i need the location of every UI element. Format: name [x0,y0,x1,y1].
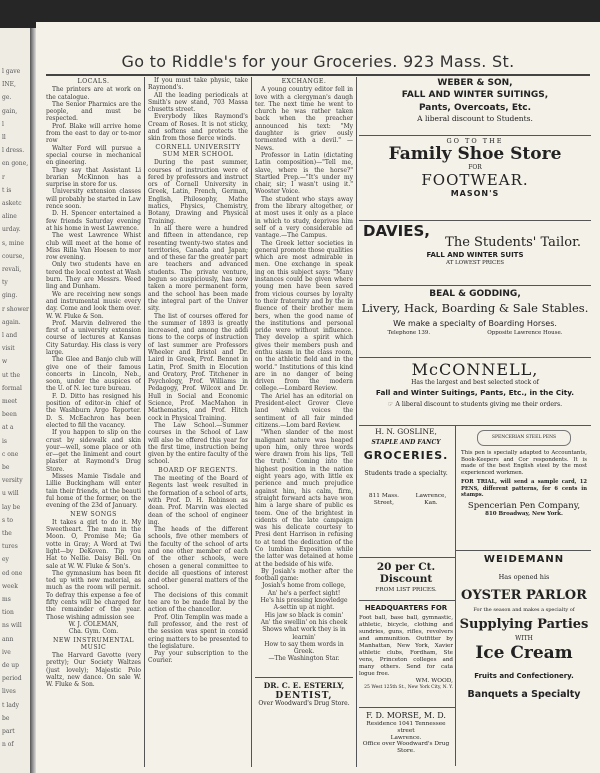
left-page-fragment: at a [2,424,14,432]
article-heading: NEW INSTRUMENTAL MUSIC [53,636,134,651]
ad-divider [456,550,591,551]
mason-line1: Family Shoe Store [388,144,562,165]
left-page-fragment: t is [2,186,12,194]
article-paragraph: They say that Assistant Li brarian McKinnon has a surprise in store for us. [46,166,141,189]
newspaper-page [36,22,600,773]
gosline-title: GROCERIES. [363,448,449,462]
spencer-name: Spencerian Pen Company, [467,500,581,511]
article-paragraph: The Harvard Gavotte (very pretty); Our Society Waltzes (just lovely); Majestic Polo waltz, new dance. On sale W. W. Fluke & Son. [46,652,141,689]
headquarters-signature: WM. WOOD, [415,678,453,685]
article-paragraph: The Greek letter societies in general promote those qualities which are most admirable in men. One exchange in speak ing on this subject says: "Many instances could be given where young men have been saved from vicious courses by loyalty to their fraternity and by the in fluence of their brother mem bers, when the good name of the institutions and personal pride were without influence. They develop a spirit which gives their members push and enthu siasm in the class room, on the athletic field and in the world." Institutions of this kind are in no danger of being driven from the modern college.—Lombard Review. [255,239,353,393]
article-paragraph: F. D. Ditto has resigned his position of editor-in chief of the Washburn Argo Reporter. D. S. McEachron has been elected to fill the vacancy. [46,392,141,429]
centered-line: A-settin up at night. [273,604,335,612]
centered-line: —The Washington Star. [268,655,340,663]
ad-divider [359,600,455,601]
discount-line2: FROM LIST PRICES. [375,587,437,594]
article-paragraph: The Law School.—Summer courses in the School of Law will also be offered this year for the first time, instruction being given by the entire faculty of the school. [148,421,248,466]
morse-line1: Residence 1041 Tennessee street [366,721,446,734]
left-page-fragment: l gave [2,68,21,75]
left-page-fragment: period [2,675,22,683]
article-paragraph: A young country editor fell in love with a clergyman's daugh ter. The next time he went to church he was rather taken back when the preacher announced his text: "My daughter is griev ously tormented with a devil." —News. [255,86,353,152]
article-paragraph: The decisions of this commit tee are to be made final by the action of the chancellor. [148,591,248,614]
column-divider [251,77,252,767]
left-page-fragment: been [2,411,17,419]
left-page-fragment: r [2,173,5,181]
article-paragraph: The printers are at work on the catalogue. [46,86,141,101]
article-paragraph: D. H. Spencer entertained a few friends Saturday evening at his home in west Lawrence. [46,210,141,232]
davies-title: The Students' Tailor. [445,235,581,251]
weidemann-line6: Fruits and Confectionery. [474,672,574,681]
left-page-fragment: course, [2,252,25,260]
article-paragraph: During the past summer, courses of instruction were of fered by professors and instruct ors of Cornell University in Greek, Latin, French, German, English, Philosophy, Mathe matics, Physics, Chemistry, Botany, Drawing and Physical Training. [148,159,248,225]
article-paragraph: Prof. Blake will arrive home from the east to day or to-mor row [46,122,141,145]
mason-line2: FOOTWEAR. [421,170,529,189]
mason-name: MASON'S [450,189,500,199]
spencer-address: 810 Broadway, New York. [485,511,563,518]
beal-line2: We make a specialty of Boarding Horses. [393,318,557,328]
left-page-fragment: ge. [2,94,12,102]
ad-divider [359,285,591,286]
left-page-fragment: l dress. [2,147,25,155]
article-paragraph: It takes a girl to do it. My Sweetheart. The man in the Moon. O, Promise Me; Ga votte in Gray; A Word at Twi light—by DeKoven. Tip you Hat to Nellie. Daisy Bell. On sale at W. W. Fluke & Son's. [46,518,141,570]
mason-for: FOR [468,164,482,172]
article-paragraph: The gymnasium has been fit ted up with new material, as much as the room will permit. To defray this expense a fee of fifty cents will be charged for the remainder of the year. Those wishing admission see [46,569,141,621]
mason-top: GO TO THE [446,138,504,145]
left-page-fragment: ive [2,648,11,656]
ad-divider [359,707,455,708]
mcconnell-line1: Has the largest and best selected stock of [411,379,539,387]
weidemann-line4: Supplying Parties [459,616,589,632]
esterly-name: DR. C. E. ESTERLY, [263,681,345,690]
weidemann-line2: OYSTER PARLOR [461,587,587,603]
left-page-fragment: again. [2,318,21,326]
davies-name: DAVIES, [363,223,430,240]
left-page-fragment: be [2,714,10,722]
left-page-fragment: meet [2,398,18,405]
morse-name: F. D. MORSE, M. D. [366,711,446,720]
mcconnell-line3: A liberal discount to students giving me their orders. [395,400,563,408]
gosline-name: H. N. GOSLINE, [375,428,437,436]
headquarters-body: Foot ball, base ball, gymnastic, athletic, bicycle, clothing and sundries, guns, rifles, revolvers and ammunition. Outfitter by Manhattan, New York, Xavier athletic clubs, Fordham, Ste vens, Princeton colleges and many others. Send for cata logue free. [359,615,453,678]
left-page-fragment: c one [2,450,19,458]
left-page-fragment: be [2,464,10,471]
article-paragraph: The heads of the different schools, five other members of the faculty of the school of arts and one other member of each of the other schools, were chosen a general committee to decide all questions of interest and other general matters of the school. [148,526,248,592]
left-page-fragment: the [2,530,12,537]
centered-line: He's his pressing knowledge [260,597,348,605]
beal-line1: Livery, Hack, Boarding & Sale Stables. [361,301,589,316]
article-paragraph: Only two students have en tered the local contest at Wash burn. They are Messrs. Weed ling and Dunham. [46,261,141,291]
ad-headquarters [359,604,453,706]
left-page-fragment: INE, [2,81,16,89]
centered-line: An' the swellin' on his cheek [260,618,348,626]
davies-line1: FALL AND WINTER SUITS [426,251,524,260]
left-page-fragment: ging. [2,292,18,300]
headquarters-address: 25 West 125th St., New York City, N. Y. [364,684,453,690]
article-paragraph: Prof. Marvin delivered the first of a university extension course of lectures at Kansas City Saturday. His class is very large. [46,319,141,356]
centered-line: Josiah's home from college, [262,582,346,590]
article-paragraph: The Senior Pharmics are the people, and must be respected. [46,100,141,123]
ad-weidemann [458,554,590,764]
headquarters-title: HEADQUARTERS FOR [364,604,448,612]
ad-davies [359,223,591,283]
column-exchange [255,77,353,667]
weber-line1: FALL AND WINTER SUITINGS, [401,90,549,101]
morse-line2: Lawrence. [390,734,422,741]
beal-phone: Telephone 139. [387,329,431,336]
article-heading: EXCHANGE. [281,78,327,85]
article-paragraph: The list of courses offered for the summer of 1893 is greatly increased, and among the addi tions to the corps of instruction of last summer are Professors Wheeler and Bristol and Dr. Laird in Greek, Prof. Bennet in Latin, Prof. Smith in Elocution and Oratory, Prof. Titchener in Psychology, Prof. Williams in Pedagogy, Prof. Wilcox and Dr. Hull in Social and Economic Science, Prof. MacMahon in Mathematics, and Prof. Hitch cock in Physical Training. [148,312,248,422]
article-paragraph: Misses Mamie Tisdale and Lillie Buckingham will enter tain their friends, at the beauti ful home of the former, on the evening of the 23d of January. [46,473,141,510]
left-page-fragment: t lady [2,701,20,709]
article-paragraph: If you must take physic, take Raymond's. [148,77,248,92]
weber-name: WEBER & SON, [437,78,513,88]
weidemann-with: WITH [515,634,533,642]
column-locals [46,77,141,767]
weidemann-line5: Ice Cream [475,643,573,664]
left-page-fragment: n of [2,741,14,749]
article-heading: BOARD OF REGENTS. [158,466,238,474]
gosline-address: 811 Mass. Street, [368,493,400,506]
left-page-fragment: tion [2,609,14,617]
weidemann-line3: For the season and makes a specialty of [473,606,575,613]
article-paragraph: "When slander of the most malignant nature was heaped upon him, only three words were drawn from his lips, 'Tell the truth.' Coming into the highest position in the nation eight years ago, with little ex perience and much prejudice against him, his calm, firm, straight forward acts have won him a large share of public es teem. One of the brightest in cidents of the late campaign was his delicate courtesy to Presi dent Harrison in refusing to at tend the dedication of the Co lumbian Exposition while the latter was detained at home at the bedside of his wife. [255,429,353,568]
left-page-fragment: en gone, [2,160,29,168]
left-page-fragment: revali, [2,266,22,273]
beal-address: Opposite Lawrence House. [487,329,563,336]
left-page-fragment: tures [2,543,18,551]
article-paragraph: By Josiah's mother after the football game: [255,567,353,583]
left-page-fragment: ll [2,134,6,141]
article-paragraph: Prof. Olin Templin was made a full professor, and the rest of the session was spent in consid ering matters to be presented to the legislature. [148,613,248,650]
article-paragraph: Pay your subscription to the Courier. [148,650,248,665]
left-page-fragment: ut the [2,371,21,379]
ad-morse [359,711,453,761]
ad-column-divider [455,426,456,766]
article-paragraph: Professor in Latin (dictating Latin composition)—"Tell me, slave, where is the horse?" Startled Prep.—"It's under my chair, sir; I wasn't using it." Wooster Voice. [255,151,353,196]
centered-line: W. J. COLEMAN, [68,620,119,628]
ad-divider [359,425,591,426]
article-paragraph: In all there were a hundred and fifteen in attendance, rep resenting twenty-two states and territories, Canada and Japan; and of these far the greater part are teachers and advanced students. The private venture, begun so auspiciously, has now taken a more permanent form, and the school has been made the integral part of the Univer sity. [148,224,248,313]
morse-line3: Office over Woodward's Drug Store. [362,741,450,754]
left-page-fragment: formal [2,384,22,392]
left-page-fragment: asketc [2,200,22,207]
gosline-city: Lawrence, Kan. [415,493,447,506]
beal-name: BEAL & GODDING, [429,289,521,299]
article-heading: CORNELL UNIVERSITY SUM MER SCHOOL [155,143,241,158]
article-paragraph: The west Lawrence Whist club will meet at the home of Miss Rilla Van Hoesen to mor row evening. [46,232,141,262]
left-page-fragment: ey [2,556,9,564]
weidemann-line1: Has opened his [498,572,550,581]
esterly-address: Over Woodward's Drug Store. [258,699,350,707]
article-paragraph: The Ariel has an editorial on President-elect Grover Cleve land which voices the sentiment of all fair minded citizens.—Lom bard Review. [255,392,353,429]
left-page-fragment: ms [2,596,11,603]
left-page-fragment: w [2,358,8,366]
weber-line3: A liberal discount to Students. [417,114,533,124]
centered-line: How to say them words in Greek. [264,640,344,656]
page-banner: Go to Riddle's for your Groceries. 923 Mass. St. [121,52,515,71]
davies-line2: AT LOWEST PRICES [445,260,505,267]
column-divider [144,77,145,767]
ad-divider [359,357,591,358]
centered-line: An' he's a perfect sight! [267,589,341,597]
weidemann-name: WEIDEMANN [483,554,565,565]
left-page-edge [0,28,30,773]
left-page-fragment: part [2,728,15,735]
ad-discount [359,561,453,597]
article-paragraph: All the leading periodicals at Smith's new stand, 703 Massa chusetts street. [148,91,248,114]
ad-mcconnell [359,361,591,423]
left-page-fragment: gain, [2,107,18,115]
column-divider [356,77,357,767]
pen-logo-icon [477,430,571,446]
centered-line: Shows what work they is in learnin' [262,626,346,641]
left-page-fragment: lay be [2,503,21,511]
ad-mason [359,138,591,218]
article-paragraph: Everybody likes Raymond's Cream of Roses. It is not sticky, and softens and protects the skin from those fierce winds. [148,113,248,143]
ad-esterly [255,677,353,742]
pointing-hand-icon: ☞ [387,400,396,408]
mcconnell-name: McCONNELL, [411,361,539,379]
left-page-fragment: ns will [2,622,22,630]
article-paragraph: The meeting of the Board of Regents last week resulted in the formation of a school of arts, with Prof. D. H. Robinson as dean. Prof. Marvin was elected dean of the school of engineer ing. [148,475,248,526]
article-paragraph: Walter Ford will pursue a special course in mechanical en gineering. [46,144,141,167]
left-page-fragment: ed one [2,569,23,577]
ad-spencer [458,428,590,546]
left-page-fragment: week [2,582,18,590]
weidemann-line7: Banquets a Specialty [467,689,581,701]
left-page-fragment: u will [2,490,19,498]
left-page-fragment: ty [2,279,8,287]
centered-line: Cha. Gym. Com. [68,628,119,636]
column-cornell [148,77,248,767]
left-page-fragment: ann [2,635,14,643]
left-page-fragment: visit [2,345,15,353]
discount-line1: 20 per Ct. Discount [376,561,436,586]
ad-divider [359,135,591,136]
spencer-badge: SPENCERIAN STEEL PENS [491,435,557,440]
left-page-fragment: is [2,437,7,445]
article-paragraph: If you happen to slip on the crust by sidewalk and skin your—well, some place or oth er—get the liniment and court plaster at Raymond's Drug Store. [46,429,141,473]
left-page-fragment: l [2,120,4,128]
mcconnell-line2: Fall and Winter Suitings, Pants, Etc., in the City. [375,388,575,398]
article-heading: NEW SONGS [70,510,117,518]
left-page-fragment: s to [2,516,14,524]
ad-weber [359,78,591,133]
ad-beal [359,289,591,354]
article-heading: LOCALS. [77,78,110,85]
banner-rule [46,74,590,76]
spencer-body: This pen is specially adapted to Accountants, Book-Keepers and Cor respondents. It is made of the best English steel by the most experienced workmen. [461,450,587,476]
left-page-fragment: s, mine [2,239,24,247]
weber-line2: Pants, Overcoats, Etc. [418,102,532,113]
left-page-fragment: aline [2,213,17,221]
gosline-line1: Students trade a specialty. [364,470,448,478]
article-paragraph: The student who stays away from the library altogether, or at most uses it only as a place in which to study, deprives him self of a very considerable ad vantage.—The Campus. [255,195,353,240]
left-page-fragment: de up [2,662,20,669]
ad-divider [359,220,591,221]
spencer-trial: FOR TRIAL, will send a sample card, 12 PENS, different patterns, for 6 cents in stamps. [461,479,587,499]
left-page-fragment: versity [2,477,23,485]
gosline-tag: STAPLE AND FANCY [371,438,441,446]
left-page-fragment: l and [2,332,18,339]
left-page-fragment: urday. [2,226,21,234]
esterly-title: DENTIST, [275,690,333,701]
left-page-fragment: lives [2,688,16,696]
left-page-fragment: r shower [2,305,29,313]
ad-gosline [359,428,453,556]
ad-divider [359,557,455,558]
article-paragraph: University extension classes will probably be started in Law rence soon. [46,188,141,211]
article-paragraph: We are receiving new songs and instrumental music every day. Come and look them over. W. W. Fluke & Son. [46,290,141,320]
centered-line: His jaw so black is comin' [264,611,344,619]
article-paragraph: The Glee and Banjo club will give one of their famous concerts in Lincoln, Neb., soon, under the auspices of the U. of N. lec ture bureau. [46,356,141,393]
